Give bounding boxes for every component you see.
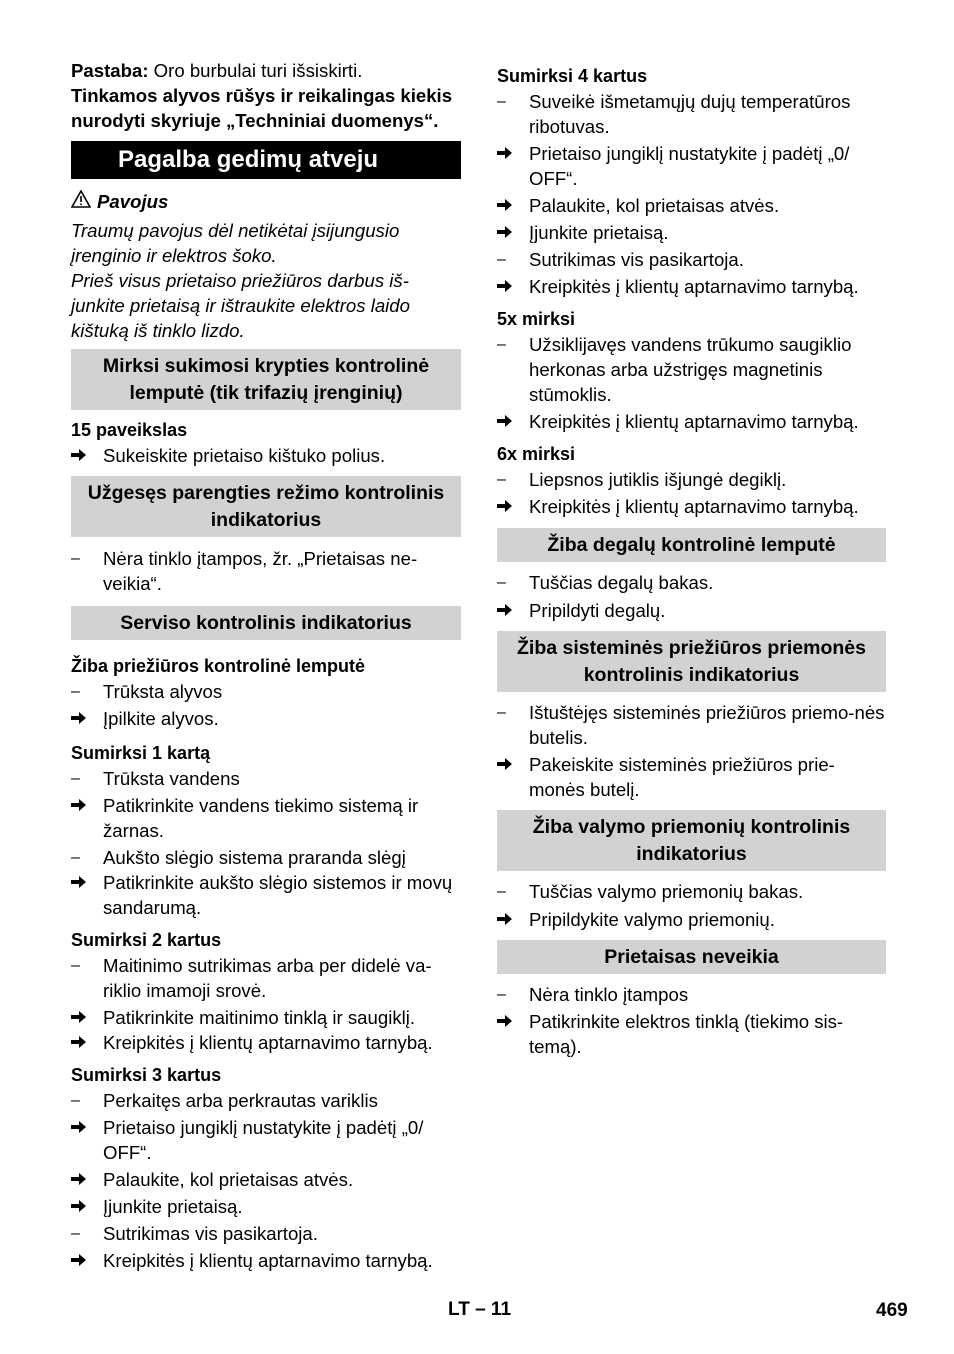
dash-bullet: – <box>71 550 80 567</box>
list-item: Kreipkitės į klientų aptarnavimo tarnybą. <box>71 1248 461 1273</box>
arrow-right-icon <box>497 907 521 926</box>
list-item: Kreipkitės į klientų aptarnavimo tarnybą. <box>71 1030 461 1055</box>
arrow-right-icon <box>497 409 521 428</box>
list-item: – Suveikė išmetamųjų dujų temperatūros ribotuvas. <box>497 91 851 137</box>
dash-bullet: – <box>497 704 506 721</box>
subheading-service-lamp: Žiba priežiūros kontrolinė lemputė <box>71 656 366 676</box>
arrow-right-icon <box>71 443 95 462</box>
heading-system-care: Žiba sisteminės priežiūros priemonės kontrolinis indikatorius <box>497 631 886 692</box>
arrow-right-icon <box>497 220 521 239</box>
list-item: Prietaiso jungiklį nustatykite į padėtį „0/ OFF“. <box>497 141 886 191</box>
arrow-right-icon <box>497 598 521 617</box>
note-label: Pastaba: <box>71 60 149 81</box>
arrow-right-icon <box>71 1030 95 1049</box>
heading-not-working: Prietaisas neveikia <box>497 940 886 974</box>
dash-bullet: – <box>71 1225 80 1242</box>
list-item: – Sutrikimas vis pasikartoja. <box>71 1223 318 1244</box>
list-item: – Liepsnos jutiklis išjungė degiklį. <box>497 469 787 490</box>
list-item: Pakeiskite sisteminės priežiūros prie-monės butelį. <box>497 752 886 802</box>
list-item: – Trūksta vandens <box>71 768 240 789</box>
list-item: Palaukite, kol prietaisas atvės. <box>497 193 886 218</box>
list-item: – Trūksta alyvos <box>71 681 223 702</box>
list-item: Prietaiso jungiklį nustatykite į padėtį „0/ OFF“. <box>71 1115 461 1165</box>
dash-bullet: – <box>497 336 506 353</box>
list-item: Palaukite, kol prietaisas atvės. <box>71 1167 461 1192</box>
list-item: Kreipkitės į klientų aptarnavimo tarnybą. <box>497 409 886 434</box>
list-item: Pripildyti degalų. <box>497 598 886 623</box>
list-item: – Ištuštėjęs sisteminės priežiūros priemo-nės butelis. <box>497 702 885 748</box>
note-text: Oro burbulai turi išsiskirti. <box>148 60 363 81</box>
arrow-right-icon <box>71 1194 95 1213</box>
list-item: – Nėra tinklo įtampos, žr. „Prietaisas ne-veikia“. <box>71 548 418 594</box>
list-item: Patikrinkite maitinimo tinklą ir saugiklį. <box>71 1005 461 1030</box>
list-item: – Maitinimo sutrikimas arba per didelė va-riklio imamoji srovė. <box>71 955 432 1001</box>
list-item: – Tuščias degalų bakas. <box>497 572 714 593</box>
arrow-right-icon <box>71 706 95 725</box>
arrow-right-icon <box>71 1005 95 1024</box>
arrow-right-icon <box>497 1009 521 1028</box>
list-item: – Perkaitęs arba perkrautas variklis <box>71 1090 378 1111</box>
dash-bullet: – <box>497 471 506 488</box>
arrow-right-icon <box>71 793 95 812</box>
list-item: – Tuščias valymo priemonių bakas. <box>497 881 804 902</box>
dash-bullet: – <box>497 986 506 1003</box>
list-item: – Užsiklijavęs vandens trūkumo saugiklio herkonas arba užstrigęs magnetinis stūmoklis. <box>497 334 852 405</box>
arrow-right-icon <box>497 752 521 771</box>
dash-bullet: – <box>497 251 506 268</box>
subheading-blink-2: Sumirksi 2 kartus <box>71 930 222 950</box>
note-bold: Tinkamos alyvos rūšys ir reikalingas kiekis nurodyti skyriuje „Techniniai duomenys“. <box>71 85 453 131</box>
left-column <box>71 58 461 1273</box>
dash-bullet: – <box>497 93 506 110</box>
dash-bullet: – <box>71 849 80 866</box>
dash-bullet: – <box>71 957 80 974</box>
danger-text-2: Prieš visus prietaiso priežiūros darbus iš-junkite prietaisą ir ištraukite elektros laido kištuką iš tinklo lizdo. <box>71 270 410 341</box>
list-item: – Nėra tinklo įtampos <box>497 984 689 1005</box>
subheading-blink-4: Sumirksi 4 kartus <box>497 66 648 86</box>
dash-bullet: – <box>497 883 506 900</box>
warning-triangle-icon <box>71 189 91 214</box>
list-item: Sukeiskite prietaiso kištuko polius. <box>71 443 461 468</box>
danger-heading <box>71 189 461 214</box>
list-item: – Sutrikimas vis pasikartoja. <box>497 249 744 270</box>
danger-label: Pavojus <box>97 191 169 212</box>
page-number: 469 <box>876 1300 908 1321</box>
figure-label: 15 paveikslas <box>71 420 188 440</box>
section-title: Pagalba gedimų atveju <box>71 141 461 179</box>
list-item: Patikrinkite aukšto slėgio sistemos ir movų sandarumą. <box>71 870 461 920</box>
subheading-blink-3: Sumirksi 3 kartus <box>71 1065 222 1085</box>
subheading-blink-6: 6x mirksi <box>497 444 576 464</box>
dash-bullet: – <box>497 574 506 591</box>
arrow-right-icon <box>497 274 521 293</box>
heading-standby: Užgesęs parengties režimo kontrolinis indikatorius <box>71 476 461 537</box>
dash-bullet: – <box>71 770 80 787</box>
arrow-right-icon <box>71 1248 95 1267</box>
subheading-blink-1: Sumirksi 1 kartą <box>71 743 211 763</box>
list-item: Įjunkite prietaisą. <box>71 1194 461 1219</box>
list-item: Kreipkitės į klientų aptarnavimo tarnybą. <box>497 494 886 519</box>
arrow-right-icon <box>497 141 521 160</box>
heading-detergent: Žiba valymo priemonių kontrolinis indikatorius <box>497 810 886 871</box>
arrow-right-icon <box>71 1167 95 1186</box>
arrow-right-icon <box>497 193 521 212</box>
subheading-blink-5: 5x mirksi <box>497 309 576 329</box>
list-item: Kreipkitės į klientų aptarnavimo tarnybą. <box>497 274 886 299</box>
heading-fuel-lamp: Žiba degalų kontrolinė lemputė <box>497 528 886 562</box>
arrow-right-icon <box>71 1115 95 1134</box>
right-column <box>497 64 886 1059</box>
dash-bullet: – <box>71 1092 80 1109</box>
list-item: Pripildykite valymo priemonių. <box>497 907 886 932</box>
heading-service: Serviso kontrolinis indikatorius <box>71 606 461 640</box>
list-item: – Aukšto slėgio sistema praranda slėgį <box>71 847 406 868</box>
dash-bullet: – <box>71 683 80 700</box>
danger-text-1: Traumų pavojus dėl netikėtai įsijungusio įrenginio ir elektros šoko. <box>71 220 400 266</box>
list-item: Įpilkite alyvos. <box>71 706 461 731</box>
arrow-right-icon <box>71 870 95 889</box>
list-item: Patikrinkite elektros tinklą (tiekimo sis-temą). <box>497 1009 886 1059</box>
footer-page-label: LT – 11 <box>448 1299 512 1320</box>
heading-rotation-lamp: Mirksi sukimosi krypties kontrolinė lemputė (tik trifazių įrenginių) <box>71 349 461 410</box>
note <box>71 58 461 83</box>
arrow-right-icon <box>497 494 521 513</box>
list-item: Įjunkite prietaisą. <box>497 220 886 245</box>
list-item: Patikrinkite vandens tiekimo sistemą ir žarnas. <box>71 793 461 843</box>
